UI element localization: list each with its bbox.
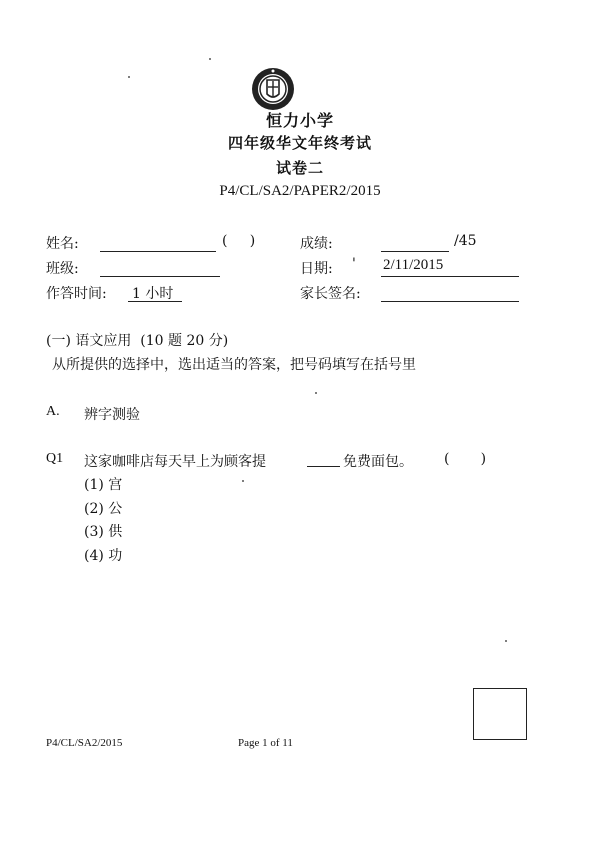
date-label: 日期: <box>300 261 333 277</box>
name-line <box>100 251 216 252</box>
page-number: Page 1 of 11 <box>238 737 293 749</box>
option-1 <box>84 474 122 494</box>
school-name: 恒力小学 <box>265 111 334 130</box>
name-label: 姓名: <box>46 236 79 252</box>
score-total: /45 <box>454 233 477 249</box>
scan-speck <box>505 640 507 642</box>
option-char: 功 <box>108 548 123 564</box>
date-mark: ' <box>352 256 356 272</box>
scan-speck <box>242 480 244 482</box>
option-3 <box>84 521 122 541</box>
class-number-bracket: ( ) <box>222 233 256 249</box>
marks-box <box>473 688 527 740</box>
time-value: 1 小时 <box>132 286 174 302</box>
option-char: 宫 <box>108 477 123 493</box>
date-line <box>381 276 519 277</box>
part-name: 辨字测验 <box>84 407 140 423</box>
score-line <box>381 251 449 252</box>
option-char: 供 <box>108 524 123 540</box>
school-crest-logo <box>250 64 296 114</box>
exam-title: 四年级华文年终考试 <box>227 134 372 152</box>
option-2 <box>84 498 122 518</box>
option-number: (1) <box>84 477 104 493</box>
question-blank <box>307 466 340 467</box>
option-char: 公 <box>108 501 123 517</box>
option-number: (3) <box>84 524 104 540</box>
class-line <box>100 276 220 277</box>
question-number: Q1 <box>46 451 64 466</box>
score-label: 成绩: <box>300 236 333 252</box>
scan-speck <box>128 76 130 78</box>
time-line <box>128 301 182 302</box>
time-label: 作答时间: <box>46 286 107 302</box>
date-value: 2/11/2015 <box>383 257 444 273</box>
part-letter: A. <box>46 404 60 419</box>
answer-bracket: ( ) <box>444 451 487 467</box>
option-number: (4) <box>84 548 104 564</box>
question-text-before: 这家咖啡店每天早上为顾客提 <box>84 454 266 470</box>
paper-code: P4/CL/SA2/PAPER2/2015 <box>219 183 381 199</box>
option-number: (2) <box>84 501 104 517</box>
paper-title: 试卷二 <box>275 159 324 177</box>
option-4 <box>84 545 122 565</box>
question-text-after: 免费面包。 <box>343 454 413 470</box>
section-title: (一) 语文应用 (10 题 20 分) <box>46 333 229 349</box>
footer-code: P4/CL/SA2/2015 <box>46 737 123 749</box>
scan-speck <box>209 58 211 60</box>
scan-speck <box>315 392 317 394</box>
section-instruction: 从所提供的选择中，选出适当的答案，把号码填写在括号里 <box>52 357 416 373</box>
parent-signature-label: 家长签名: <box>300 286 361 302</box>
parent-signature-line <box>381 301 519 302</box>
class-label: 班级: <box>46 261 79 277</box>
